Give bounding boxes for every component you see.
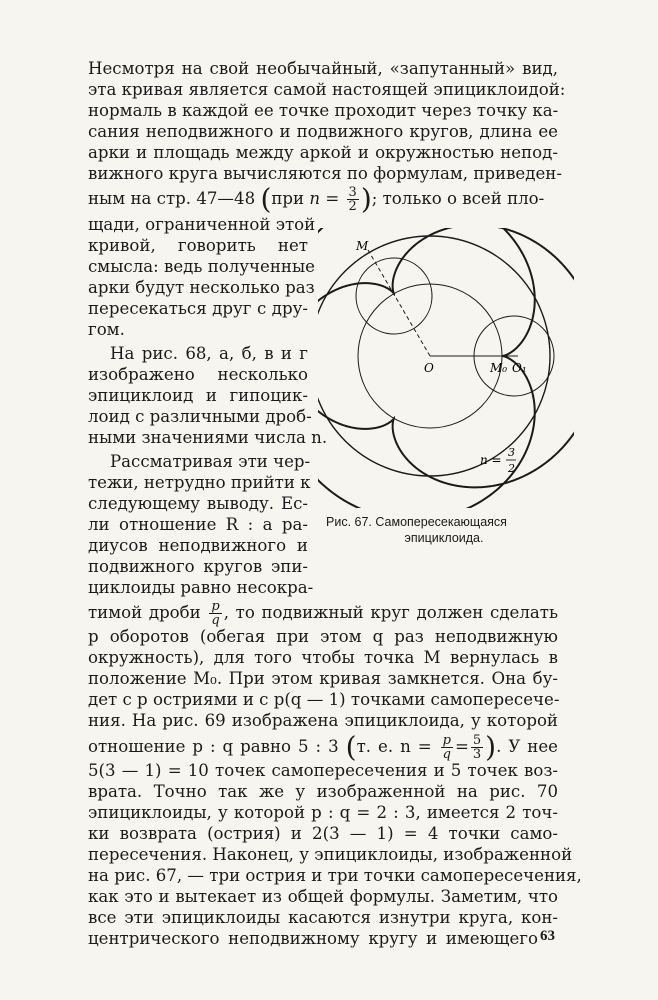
text-line-with-formula: [88, 600, 558, 627]
text-fragment: . У нее: [496, 737, 559, 756]
caption-line-2: эпициклоида.: [404, 531, 484, 545]
fraction-denominator: q: [211, 613, 220, 628]
text-line: ки возврата (острия) и 2(3 — 1) = 4 точки само-: [88, 824, 558, 843]
text-line: p оборотов (обегая при этом q раз неподвижную: [88, 627, 558, 646]
fraction-numerator: p: [211, 599, 220, 614]
text-line: диусов неподвижного и: [88, 536, 308, 555]
text-line: вижного круга вычисляются по формулам, приведен-: [88, 164, 562, 183]
text-line: щади, ограниченной этой: [88, 215, 316, 234]
label-n: n =: [480, 453, 502, 467]
text-line: на рис. 67, — три острия и три точки самопересечения,: [88, 866, 582, 885]
text-line: все эти эпициклоиды касаются изнутри круга, кон-: [88, 908, 558, 927]
text-line: тежи, нетрудно прийти к: [88, 473, 311, 492]
page-number: 63: [540, 928, 555, 944]
text-line-with-formula: ным на стр. 47—48 (при n = $\frac{3}{2}$ ); только о всей пло-: [88, 182, 545, 216]
text-line: пересекаться друг с дру-: [88, 299, 308, 318]
text-line: эта кривая является самой настоящей эпициклоидой:: [88, 80, 566, 99]
paren-open: (: [260, 182, 272, 216]
label-M0: M₀: [490, 361, 508, 375]
text-line: ния. На рис. 69 изображена эпициклоида, у которой: [88, 711, 558, 730]
text-fragment: ; только о всей пло-: [371, 189, 545, 208]
text-line: эпициклоид и гипоцик-: [88, 386, 308, 405]
fraction-numerator: p: [442, 733, 451, 748]
text-line: сания неподвижного и подвижного кругов, длина ее: [88, 122, 558, 141]
paren-open: (: [345, 730, 357, 764]
text-line: следующему выводу. Ес-: [88, 494, 308, 513]
text-line: лоид с различными дроб-: [88, 407, 312, 426]
text-line: Рассматривая эти чер-: [110, 452, 311, 471]
math-variable: n: [309, 189, 321, 208]
label-O1: O₁: [512, 361, 527, 375]
text-line-with-formula: [88, 730, 559, 764]
text-line: гом.: [88, 320, 125, 339]
text-line: как это и вытекает из общей формулы. Заметим, что: [88, 887, 558, 906]
caption-line-1: Рис. 67. Самопересекающаяся: [326, 515, 507, 529]
fraction-numerator: 5: [472, 733, 482, 748]
paren-close: ): [360, 182, 372, 216]
text-line: положение M₀. При этом кривая замкнется. Она бу-: [88, 669, 558, 688]
text-line: эпициклоиды, у которой p : q = 2 : 3, имеется 2 точ-: [88, 803, 558, 822]
text-line: ными значениями числа n.: [88, 428, 328, 447]
text-fragment: тимой дроби: [88, 603, 201, 622]
text-line: кривой, говорить нет: [88, 236, 308, 255]
text-fragment: т. е. n =: [356, 737, 432, 756]
text-fragment: ным на стр. 47—48: [88, 189, 256, 208]
text-line: центрического неподвижному кругу и имеющего: [88, 929, 538, 948]
label-M: M: [356, 239, 369, 253]
figure-caption: [326, 514, 562, 546]
text-line: подвижного кругов эпи-: [88, 557, 308, 576]
text-line: арки и площадь между аркой и окружностью непод-: [88, 143, 558, 162]
text-line: изображено несколько: [88, 365, 308, 384]
label-O: O: [424, 361, 434, 375]
text-line: 5(3 — 1) = 10 точек самопересечения и 5 точек воз-: [88, 761, 558, 780]
text-line: дет с p остриями и с p(q — 1) точками самопересече-: [88, 690, 560, 709]
fraction: [209, 600, 221, 627]
text-line: нормаль в каждой ее точке проходит через точку ка-: [88, 101, 559, 120]
fraction-denominator: q: [442, 747, 451, 762]
fraction-denominator: 3: [472, 747, 482, 762]
text-line: циклоиды равно несокра-: [88, 578, 314, 597]
epicycloid-figure: [318, 228, 574, 508]
text-line: смысла: ведь полученные: [88, 257, 315, 276]
text-line: пересечения. Наконец, у эпициклоиды, изображенной: [88, 845, 573, 864]
text-line: ли отношение R : a ра-: [88, 515, 308, 534]
fraction-numerator: 3: [348, 185, 357, 200]
text-line: На рис. 68, а, б, в и г: [110, 344, 308, 363]
text-fragment: , то подвижный круг должен сделать: [223, 603, 558, 622]
text-line: врата. Точно так же у изображенной на рис. 70: [88, 782, 558, 801]
moving-circle-upper: [356, 258, 432, 334]
label-n-numerator: 3: [508, 446, 515, 459]
fraction-denominator: 2: [348, 199, 357, 214]
fraction: [441, 734, 453, 761]
equals-sign: =: [454, 737, 469, 756]
fraction: [471, 734, 483, 761]
paren-close: ): [485, 730, 497, 764]
epicycloid-curve: [318, 228, 574, 508]
text-line: арки будут несколько раз: [88, 278, 315, 297]
text-line: Несмотря на свой необычайный, «запутанный» вид,: [88, 59, 558, 78]
fraction: [347, 186, 359, 213]
text-fragment: отношение p : q равно 5 : 3: [88, 737, 339, 756]
text-line: окружность), для того чтобы точка M вернулась в: [88, 648, 558, 667]
text-fragment: при: [271, 189, 305, 208]
label-n-denominator: 2: [508, 462, 515, 475]
